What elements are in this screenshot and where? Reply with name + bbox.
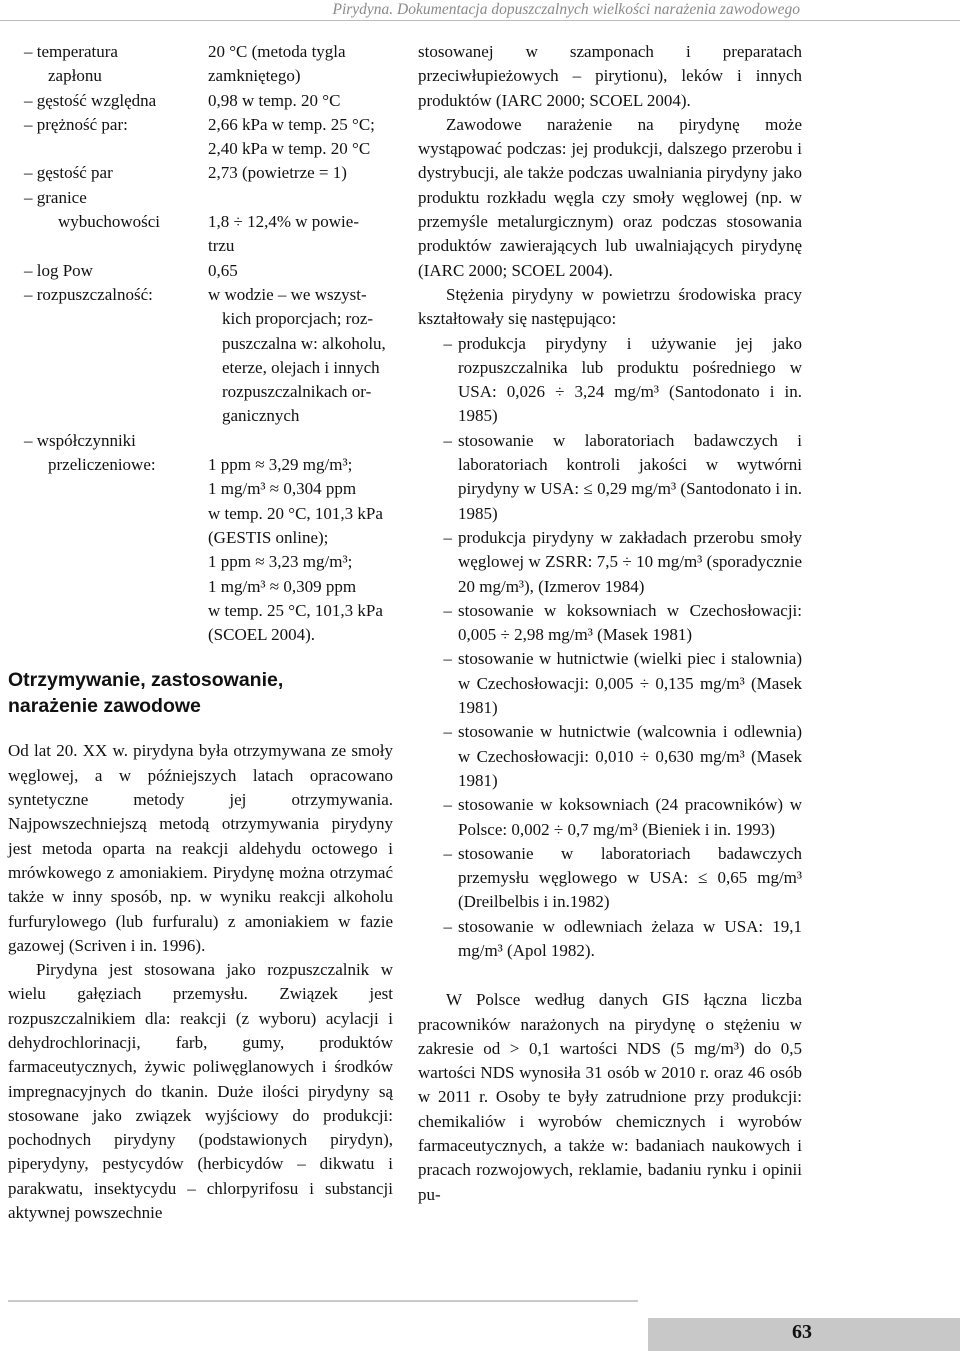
list-item-text: stosowanie w hutnictwie (wielki piec i stalownia) w Czechosłowacji: 0,005 ÷ 0,135 mg/m³ (Masek 1981) bbox=[458, 649, 802, 718]
list-item: – produkcja pirydyny w zakładach przerobu smoły węglowej w ZSRR: 7,5 ÷ 10 mg/m³ (sporadycznie 20 mg/m³), (Izmerov 1984) bbox=[418, 526, 802, 599]
property-vapor-density bbox=[8, 161, 393, 185]
property-value: 2,73 (powietrze = 1) bbox=[208, 163, 347, 183]
property-value: puszczalna w: alkoholu, bbox=[222, 333, 386, 353]
property-label: – granice bbox=[24, 187, 87, 207]
property-label: – gęstość względna bbox=[24, 90, 157, 110]
property-value: w temp. 20 °C, 101,3 kPa bbox=[208, 503, 383, 523]
left-column bbox=[8, 40, 393, 1225]
property-label: zapłonu bbox=[48, 66, 102, 86]
property-label: – gęstość par bbox=[24, 163, 113, 183]
property-value: 1 ppm ≈ 3,29 mg/m³; bbox=[208, 455, 353, 475]
property-value: 20 °C (metoda tygla bbox=[208, 42, 346, 61]
property-value: 1 mg/m³ ≈ 0,309 ppm bbox=[208, 576, 357, 596]
list-item: – stosowanie w koksowniach (24 pracowników) w Polsce: 0,002 ÷ 0,7 mg/m³ (Bieniek i in. 1993) bbox=[418, 793, 802, 842]
property-value: 2,40 kPa w temp. 20 °C bbox=[208, 139, 371, 159]
list-item: – stosowanie w odlewniach żelaza w USA: 19,1 mg/m³ (Apol 1982). bbox=[418, 915, 802, 964]
property-value: 2,66 kPa w temp. 25 °C; bbox=[208, 114, 375, 134]
property-value: 0,98 w temp. 20 °C bbox=[208, 90, 341, 110]
property-label: – współczynniki bbox=[24, 430, 136, 450]
paragraph-production: Od lat 20. XX w. pirydyna była otrzymywana ze smoły węglowej, a w późniejszych latach opracowano syntetyczne metody jej otrzymywania. Najpowszechniejszą metodą otrzymywania pirydyny jest metoda oparta na reakcji aldehydu octowego i mrówkowego z amoniakiem. Pirydynę można otrzymać także w inny sposób, np. w wyniku reakcji alkoholu furfurylowego (lub furfuralu) z amoniakiem w fazie gazowej (Scriven i in. 1996). bbox=[8, 741, 393, 955]
paragraph-poland-exposure: W Polsce według danych GIS łączna liczba pracowników narażonych na pirydynę o stężeniu w zakresie od > 0,1 wartości NDS (5 mg/m³) do 0,5 wartości NDS wynosiła 31 osób w 2010 r. oraz 46 osób w 2011 r. Osoby te były zatrudnione przy produkcji: chemikaliów i wyrobów chemicznych i wyrobów farmaceutycznych, a także w: badaniach naukowych i pracach rozwojowych, reklamie, badaniu rynku i opinii pu- bbox=[418, 990, 802, 1204]
property-label: – temperatura bbox=[24, 42, 118, 61]
property-value: zamkniętego) bbox=[208, 66, 301, 86]
property-value: 1,8 ÷ 12,4% w powie- bbox=[208, 212, 359, 232]
right-column bbox=[418, 40, 802, 1207]
property-label: – prężność par: bbox=[24, 114, 128, 134]
list-item-text: stosowanie w odlewniach żelaza w USA: 19,1 mg/m³ (Apol 1982). bbox=[458, 916, 802, 960]
property-solubility bbox=[8, 283, 393, 429]
list-item-text: stosowanie w hutnictwie (walcownia i odlewnia) w Czechosłowacji: 0,010 ÷ 0,630 mg/m³ (Masek 1981) bbox=[458, 722, 802, 790]
list-item-text: stosowanie w koksowniach (24 pracowników) w Polsce: 0,002 ÷ 0,7 mg/m³ (Bieniek i in. 1993) bbox=[458, 795, 802, 839]
list-item-text: stosowanie w laboratoriach badawczych przemysłu węglowego w USA: ≤ 0,65 mg/m³ (Dreilbelbis i in.1982) bbox=[458, 843, 802, 912]
property-conversion-factors bbox=[8, 429, 393, 648]
property-value: w temp. 25 °C, 101,3 kPa bbox=[208, 600, 383, 620]
list-item: – stosowanie w laboratoriach badawczych przemysłu węglowego w USA: ≤ 0,65 mg/m³ (Dreilbelbis i in.1982) bbox=[418, 842, 802, 915]
property-value bbox=[208, 429, 393, 453]
property-value: w wodzie – we wszyst- bbox=[208, 284, 367, 304]
header-divider bbox=[0, 20, 960, 21]
property-value: 0,65 bbox=[208, 260, 238, 280]
property-value: 1 ppm ≈ 3,23 mg/m³; bbox=[208, 552, 353, 572]
property-label: – log Pow bbox=[24, 260, 93, 280]
paragraph-exposure: Zawodowe narażenie na pirydynę może wystąpować podczas: jej produkcji, dalszego przerobu i dystrybucji, ale także podczas uwalniania pirydyny jako produktu rozkładu węgla czy smoły węglowej (np. w przemyśle metalurgicznym) oraz podczas stosowania produktów zawierających lub uwalniających pirydynę (IARC 2000; SCOEL 2004). bbox=[418, 114, 802, 280]
list-item-text: stosowanie w koksowniach w Czechosłowacji: 0,005 ÷ 2,98 mg/m³ (Masek 1981) bbox=[458, 600, 802, 645]
list-item: – stosowanie w laboratoriach badawczych i laboratoriach kontroli jakości w wytwórni pirydyny w USA: ≤ 0,29 mg/m³ (Santodonato i in. 1985) bbox=[418, 429, 802, 526]
list-item-text: stosowanie w laboratoriach badawczych i laboratoriach kontroli jakości w wytwórni pirydyny w USA: ≤ 0,29 mg/m³ (Santodonato i in. 1985) bbox=[458, 430, 802, 523]
property-label: przeliczeniowe: bbox=[48, 455, 156, 475]
section-heading: Otrzymywanie, zastosowanie, narażenie zawodowe bbox=[8, 669, 284, 718]
running-title: Pirydyna. Dokumentacja dopuszczalnych wielkości narażenia zawodowego bbox=[332, 1, 800, 18]
property-value: kich proporcjach; roz- bbox=[222, 309, 374, 329]
property-value: eterze, olejach i innych bbox=[222, 357, 380, 377]
property-value: trzu bbox=[208, 236, 235, 256]
list-item-text: produkcja pirydyny w zakładach przerobu smoły węglowej w ZSRR: 7,5 ÷ 10 mg/m³ (sporadycznie 20 mg/m³), (Izmerov 1984) bbox=[458, 527, 802, 596]
property-value: (GESTIS online); bbox=[208, 527, 329, 547]
property-label: – rozpuszczalność: bbox=[24, 284, 153, 304]
page-number-box bbox=[648, 1318, 960, 1351]
paragraph-continued: stosowanej w szamponach i preparatach przeciwłupieżowych – pirytionu), leków i innych produktów (IARC 2000; SCOEL 2004). bbox=[418, 42, 802, 110]
property-explosive-limits bbox=[8, 186, 393, 259]
list-item: – stosowanie w koksowniach w Czechosłowacji: 0,005 ÷ 2,98 mg/m³ (Masek 1981) bbox=[418, 599, 802, 648]
property-value bbox=[208, 186, 393, 210]
property-log-pow bbox=[8, 259, 393, 283]
list-item: – stosowanie w hutnictwie (wielki piec i stalownia) w Czechosłowacji: 0,005 ÷ 0,135 mg/m³ (Masek 1981) bbox=[418, 647, 802, 720]
property-label: wybuchowości bbox=[58, 212, 160, 232]
property-value: rozpuszczalnikach or- bbox=[222, 382, 372, 402]
list-item-text: produkcja pirydyny i używanie jej jako rozpuszczalnika lub produktu pośredniego w USA: 0,026 ÷ 3,24 mg/m³ (Santodonato i in. 1985) bbox=[458, 333, 802, 426]
property-value: 1 mg/m³ ≈ 0,304 ppm bbox=[208, 479, 357, 499]
property-vapor-pressure bbox=[8, 113, 393, 162]
page-header bbox=[0, 0, 960, 22]
list-item: – stosowanie w hutnictwie (walcownia i odlewnia) w Czechosłowacji: 0,010 ÷ 0,630 mg/m³ (Masek 1981) bbox=[418, 720, 802, 793]
paragraph-concentrations-intro: Stężenia pirydyny w powietrzu środowiska pracy kształtowały się następująco: bbox=[418, 284, 802, 329]
concentration-list bbox=[418, 332, 802, 964]
property-value: (SCOEL 2004). bbox=[208, 625, 316, 645]
property-relative-density bbox=[8, 89, 393, 113]
paragraph-uses: Pirydyna jest stosowana jako rozpuszczalnik w wielu gałęziach przemysłu. Związek jest rozpuszczalnikiem dla: reakcji (z wyboru) acylacji i dehydrochlorinacji, farb, gumy, produktów farmaceutycznych, żywic poliwęglanowych i środków impregnacyjnych do tkanin. Duże ilości pirydyny są stosowane jako związek wyjściowy do produkcji: pochodnych pirydyny (podstawionych pirydyn), piperydyny, pestycydów (herbicydów – dikwatu i parakwatu, insektycydu – chlorpyrifosu i substancji aktywnej powszechnie bbox=[8, 960, 393, 1223]
property-flash-point bbox=[8, 40, 393, 89]
property-value: ganicznych bbox=[222, 406, 300, 426]
footer-divider bbox=[8, 1300, 638, 1302]
list-item: – produkcja pirydyny i używanie jej jako rozpuszczalnika lub produktu pośredniego w USA: 0,026 ÷ 3,24 mg/m³ (Santodonato i in. 1985) bbox=[418, 332, 802, 429]
page-number: 63 bbox=[792, 1321, 812, 1343]
